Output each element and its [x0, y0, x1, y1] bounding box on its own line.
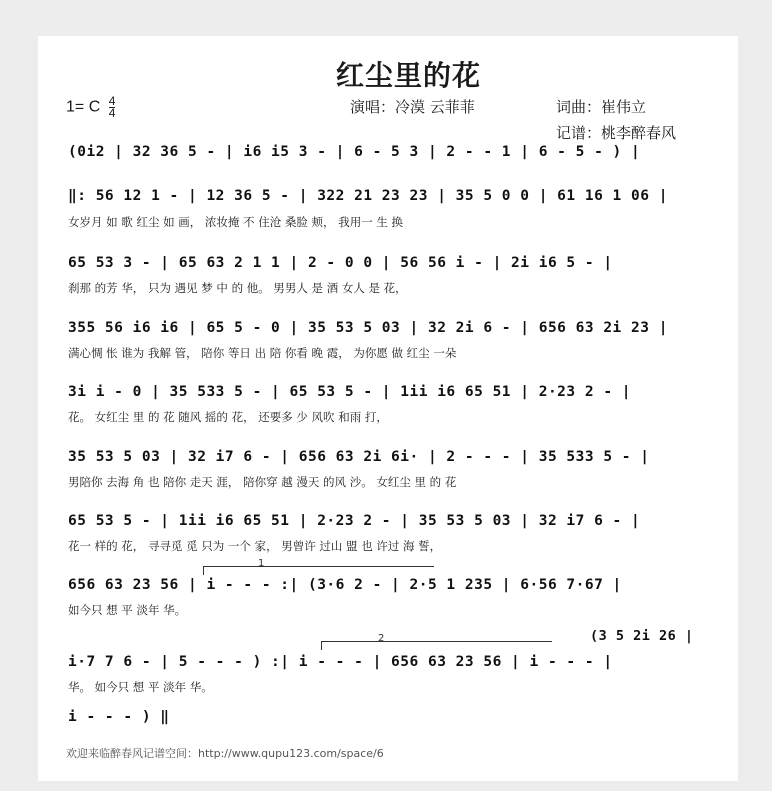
key-signature [66, 96, 115, 119]
score-notes-line: (0i2 | 32 36 5 - | i6 i5 3 - | 6 - 5 3 | 2 - - 1 | 6 - 5 - ) | [68, 144, 641, 160]
score-lyrics-line: 如今只 想 平 淡年 华。 [68, 603, 187, 617]
score-lyrics-line: 女岁月 如 歌 红尘 如 画， 浓妆掩 不 住沧 桑脸 颊， 我用一 生 换 [68, 215, 404, 229]
song-title: 红尘里的花 [336, 59, 482, 92]
composer: 词曲：崔伟立 [556, 98, 647, 116]
score-notes-line: ‖: 56 12 1 - | 12 36 5 - | 322 21 23 23 | 35 5 0 0 | 61 16 1 06 | [68, 188, 668, 204]
first-ending-label: 1 [258, 558, 265, 569]
second-ending-bracket [321, 641, 552, 650]
score-lyrics-line: 满心惆 怅 谁为 我解 管， 陪你 等日 出 陪 你看 晚 霞， 为你愿 做 红尘 一朵 [68, 346, 457, 360]
time-numerator: 4 [108, 94, 116, 108]
score-lyrics-line: 男陪你 去海 角 也 陪你 走天 涯， 陪你穿 越 漫天 的风 沙。 女红尘 里 的 花 [68, 475, 457, 489]
pickup-notes: (3 5 2i 26 | [590, 628, 694, 644]
singers: 演唱：冷漠 云菲菲 [350, 98, 475, 116]
key-label: 1= C [66, 98, 101, 116]
score-sheet [38, 36, 738, 781]
footer-credit: 欢迎来临醉春风记谱空间：http://www.qupu123.com/space/6 [66, 747, 384, 760]
score-notes-line: 3i i - 0 | 35 533 5 - | 65 53 5 - | 1ii i6 65 51 | 2·23 2 - | [68, 384, 632, 400]
score-notes-line: 65 53 5 - | 1ii i6 65 51 | 2·23 2 - | 35 53 5 03 | 32 i7 6 - | [68, 513, 641, 529]
transcriber: 记谱：桃李醉春风 [556, 124, 677, 142]
first-ending-bracket [203, 566, 434, 575]
score-notes-line: 656 63 23 56 | i - - - :| (3·6 2 - | 2·5 1 235 | 6·56 7·67 | [68, 577, 622, 593]
score-notes-line: 35 53 5 03 | 32 i7 6 - | 656 63 2i 6i· | 2 - - - | 35 533 5 - | [68, 449, 650, 465]
score-notes-line: 65 53 3 - | 65 63 2 1 1 | 2 - 0 0 | 56 56 i - | 2i i6 5 - | [68, 255, 613, 271]
score-notes-line: i - - - ) ‖ [68, 709, 170, 725]
score-notes-line: 355 56 i6 i6 | 65 5 - 0 | 35 53 5 03 | 32 2i 6 - | 656 63 2i 23 | [68, 320, 668, 336]
score-lyrics-line: 华。 如今只 想 平 淡年 华。 [68, 680, 213, 694]
time-denominator: 4 [108, 106, 116, 120]
score-lyrics-line: 刹那 的芳 华， 只为 遇见 梦 中 的 他。 男男人 是 酒 女人 是 花， [68, 281, 407, 295]
score-lyrics-line: 花。 女红尘 里 的 花 随风 摇的 花， 还要多 少 风吹 和雨 打， [68, 410, 388, 424]
score-lyrics-line: 花一 样的 花， 寻寻觅 觅 只为 一个 家， 男曾许 过山 盟 也 许过 海 誓， [68, 539, 442, 553]
score-notes-line: i·7 7 6 - | 5 - - - ) :| i - - - | 656 63 23 56 | i - - - | [68, 654, 613, 670]
time-signature [109, 96, 116, 119]
second-ending-label: 2 [378, 633, 385, 644]
